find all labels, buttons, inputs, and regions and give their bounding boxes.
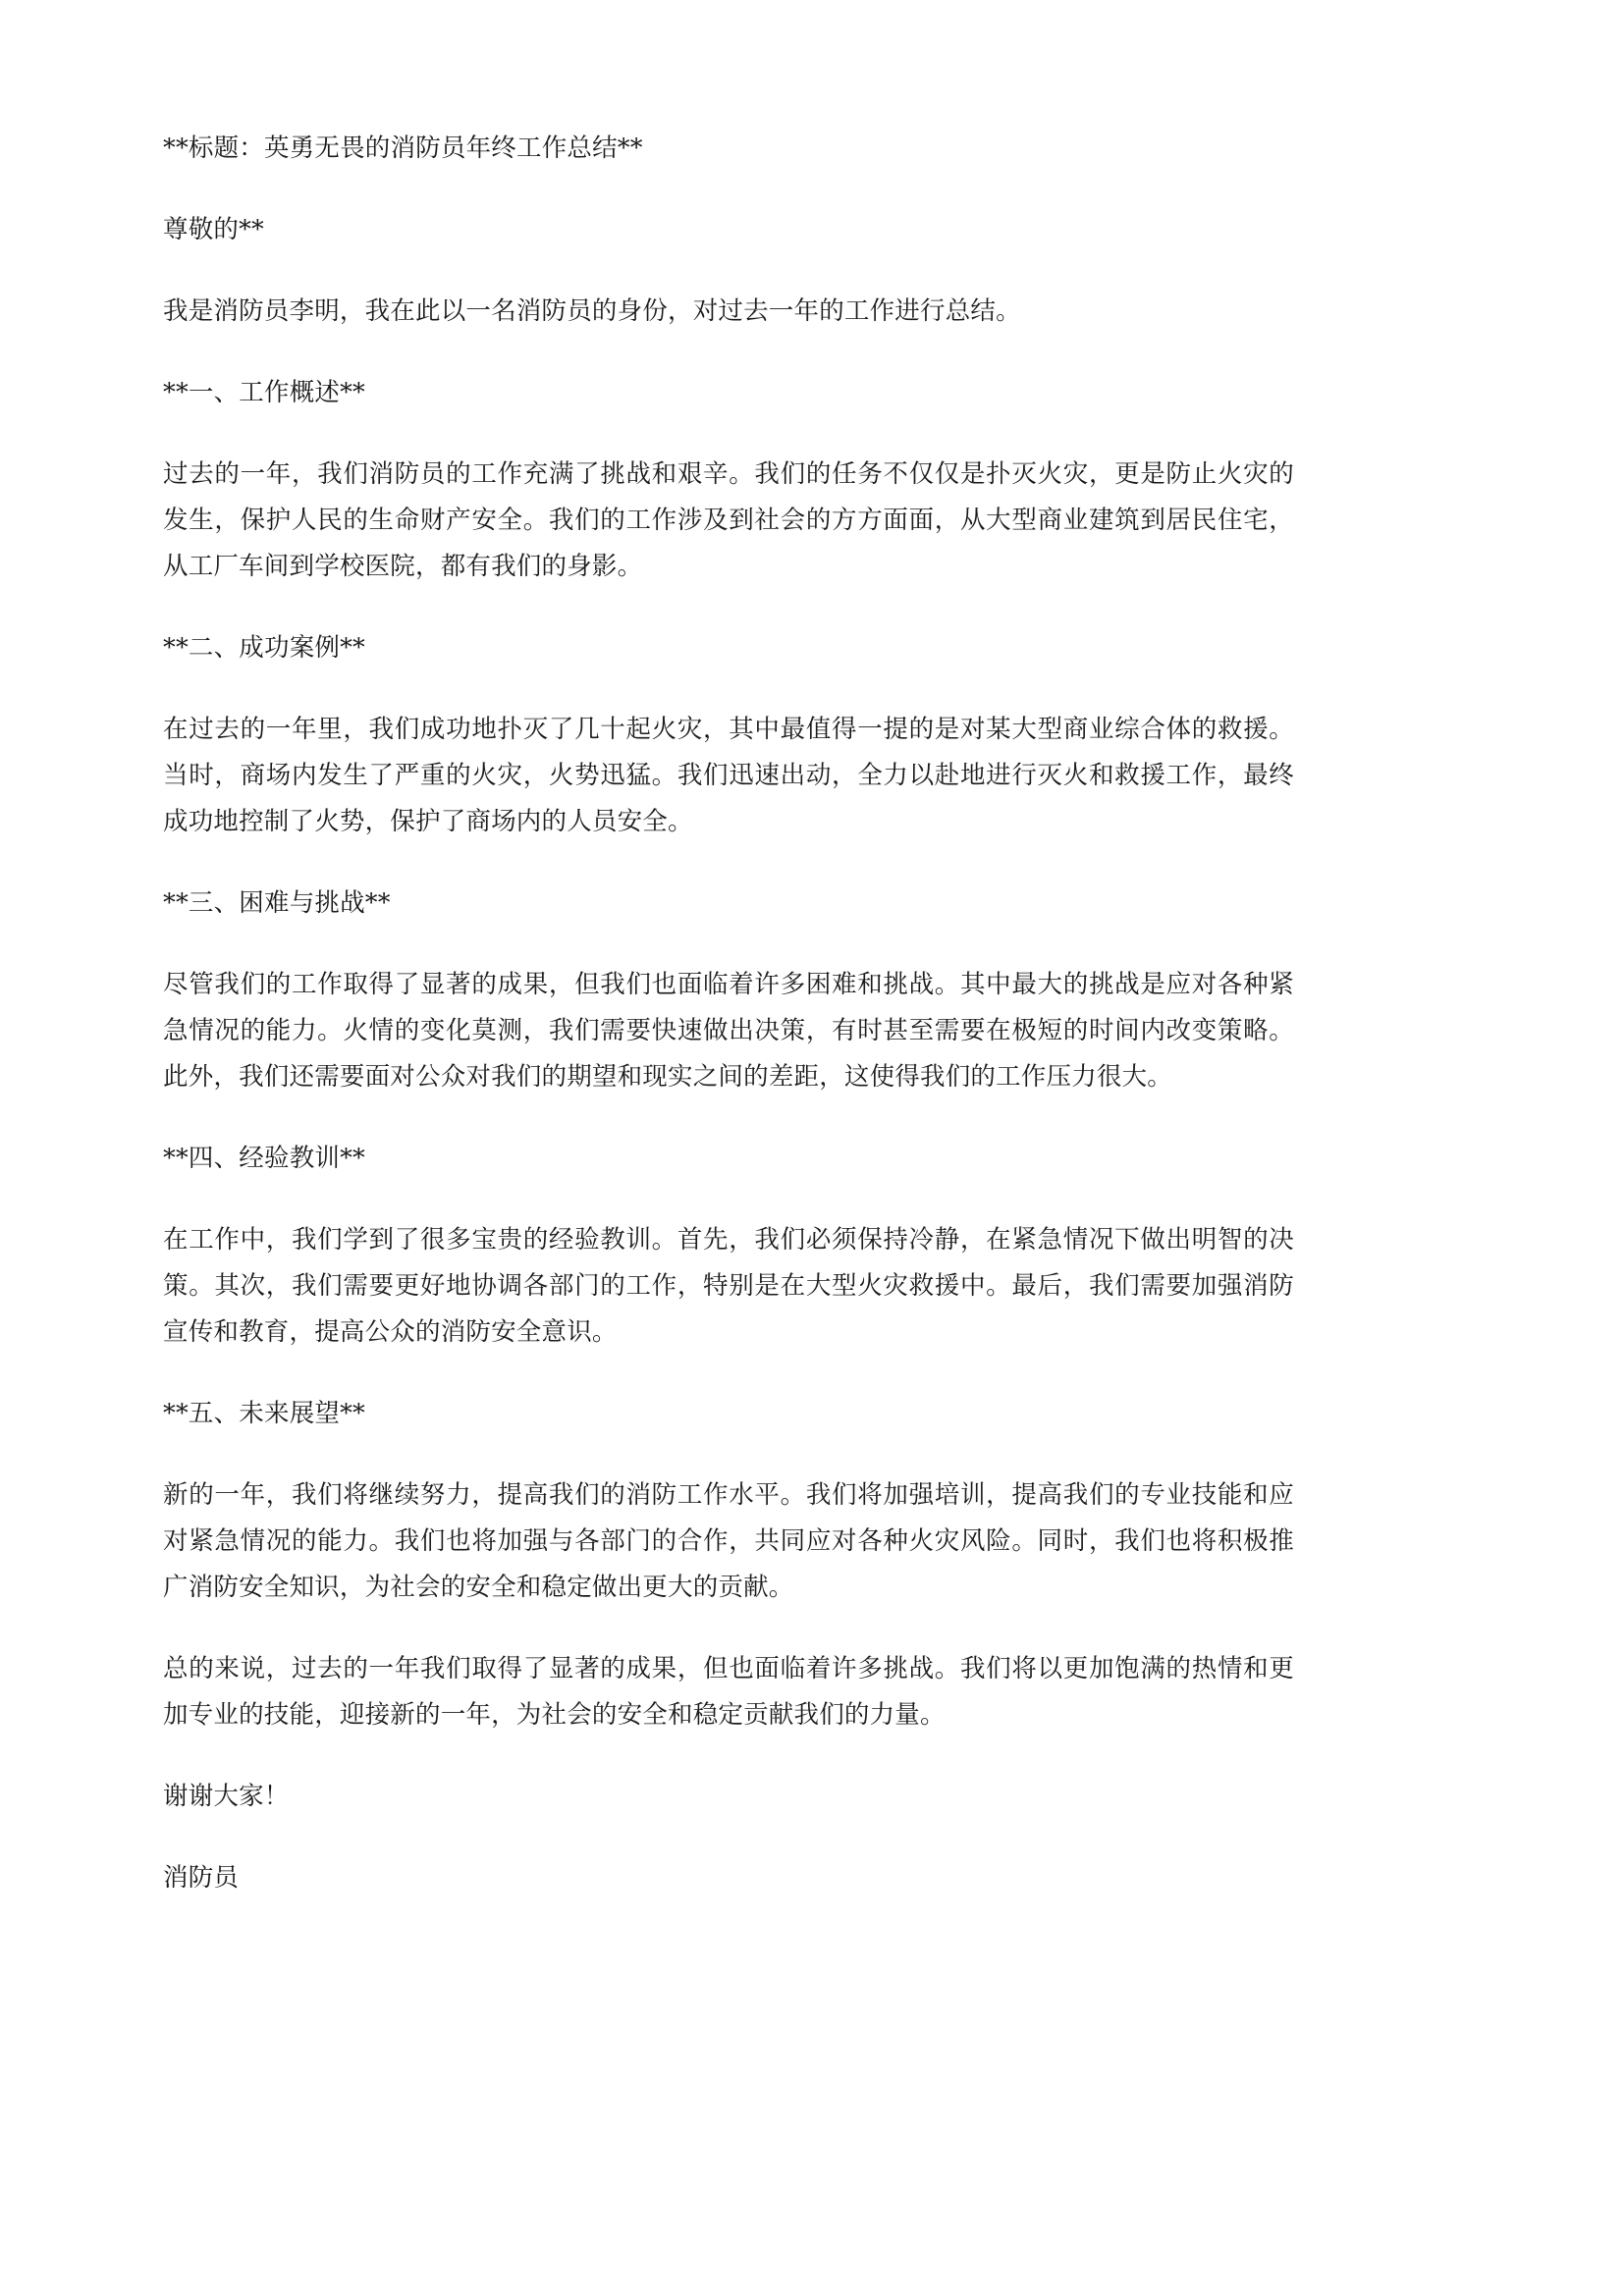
section-body-2: 在过去的一年里，我们成功地扑灭了几十起火灾，其中最值得一提的是对某大型商业综合体的救援。当时，商场内发生了严重的火灾，火势迅猛。我们迅速出动，全力以赴地进行灭火和救援工作，最终成功地控制了火势，保护了商场内的人员安全。 [163, 715, 1294, 836]
section-heading-3: **三、困难与挑战** [163, 888, 391, 918]
section-body-5: 新的一年，我们将继续努力，提高我们的消防工作水平。我们将加强培训，提高我们的专业技能和应对紧急情况的能力。我们也将加强与各部门的合作，共同应对各种火灾风险。同时，我们也将积极推广消防安全知识，为社会的安全和稳定做出更大的贡献。 [163, 1480, 1294, 1602]
document-body [163, 126, 1294, 1901]
section-body-3: 尽管我们的工作取得了显著的成果，但我们也面临着许多困难和挑战。其中最大的挑战是应对各种紧急情况的能力。火情的变化莫测，我们需要快速做出决策，有时甚至需要在极短的时间内改变策略。此外，我们还需要面对公众对我们的期望和现实之间的差距，这使得我们的工作压力很大。 [163, 970, 1294, 1092]
section-body-1: 过去的一年，我们消防员的工作充满了挑战和艰辛。我们的任务不仅仅是扑灭火灾，更是防止火灾的发生，保护人民的生命财产安全。我们的工作涉及到社会的方方面面，从大型商业建筑到居民住宅，从工厂车间到学校医院，都有我们的身影。 [163, 459, 1294, 581]
intro-paragraph: 我是消防员李明，我在此以一名消防员的身份，对过去一年的工作进行总结。 [163, 296, 1021, 326]
section-body-4: 在工作中，我们学到了很多宝贵的经验教训。首先，我们必须保持冷静，在紧急情况下做出明智的决策。其次，我们需要更好地协调各部门的工作，特别是在大型火灾救援中。最后，我们需要加强消防宣传和教育，提高公众的消防安全意识。 [163, 1225, 1294, 1347]
document-title: **标题：英勇无畏的消防员年终工作总结** [163, 133, 643, 163]
conclusion-paragraph: 总的来说，过去的一年我们取得了显著的成果，但也面临着许多挑战。我们将以更加饱满的热情和更加专业的技能，迎接新的一年，为社会的安全和稳定贡献我们的力量。 [163, 1654, 1294, 1730]
section-heading-4: **四、经验教训** [163, 1144, 366, 1173]
salutation-line: 尊敬的** [163, 215, 265, 244]
thanks-line: 谢谢大家！ [163, 1782, 290, 1811]
section-heading-2: **二、成功案例** [163, 633, 366, 663]
section-heading-1: **一、工作概述** [163, 378, 366, 407]
section-heading-5: **五、未来展望** [163, 1399, 366, 1428]
signature-line: 消防员 [163, 1863, 240, 1893]
